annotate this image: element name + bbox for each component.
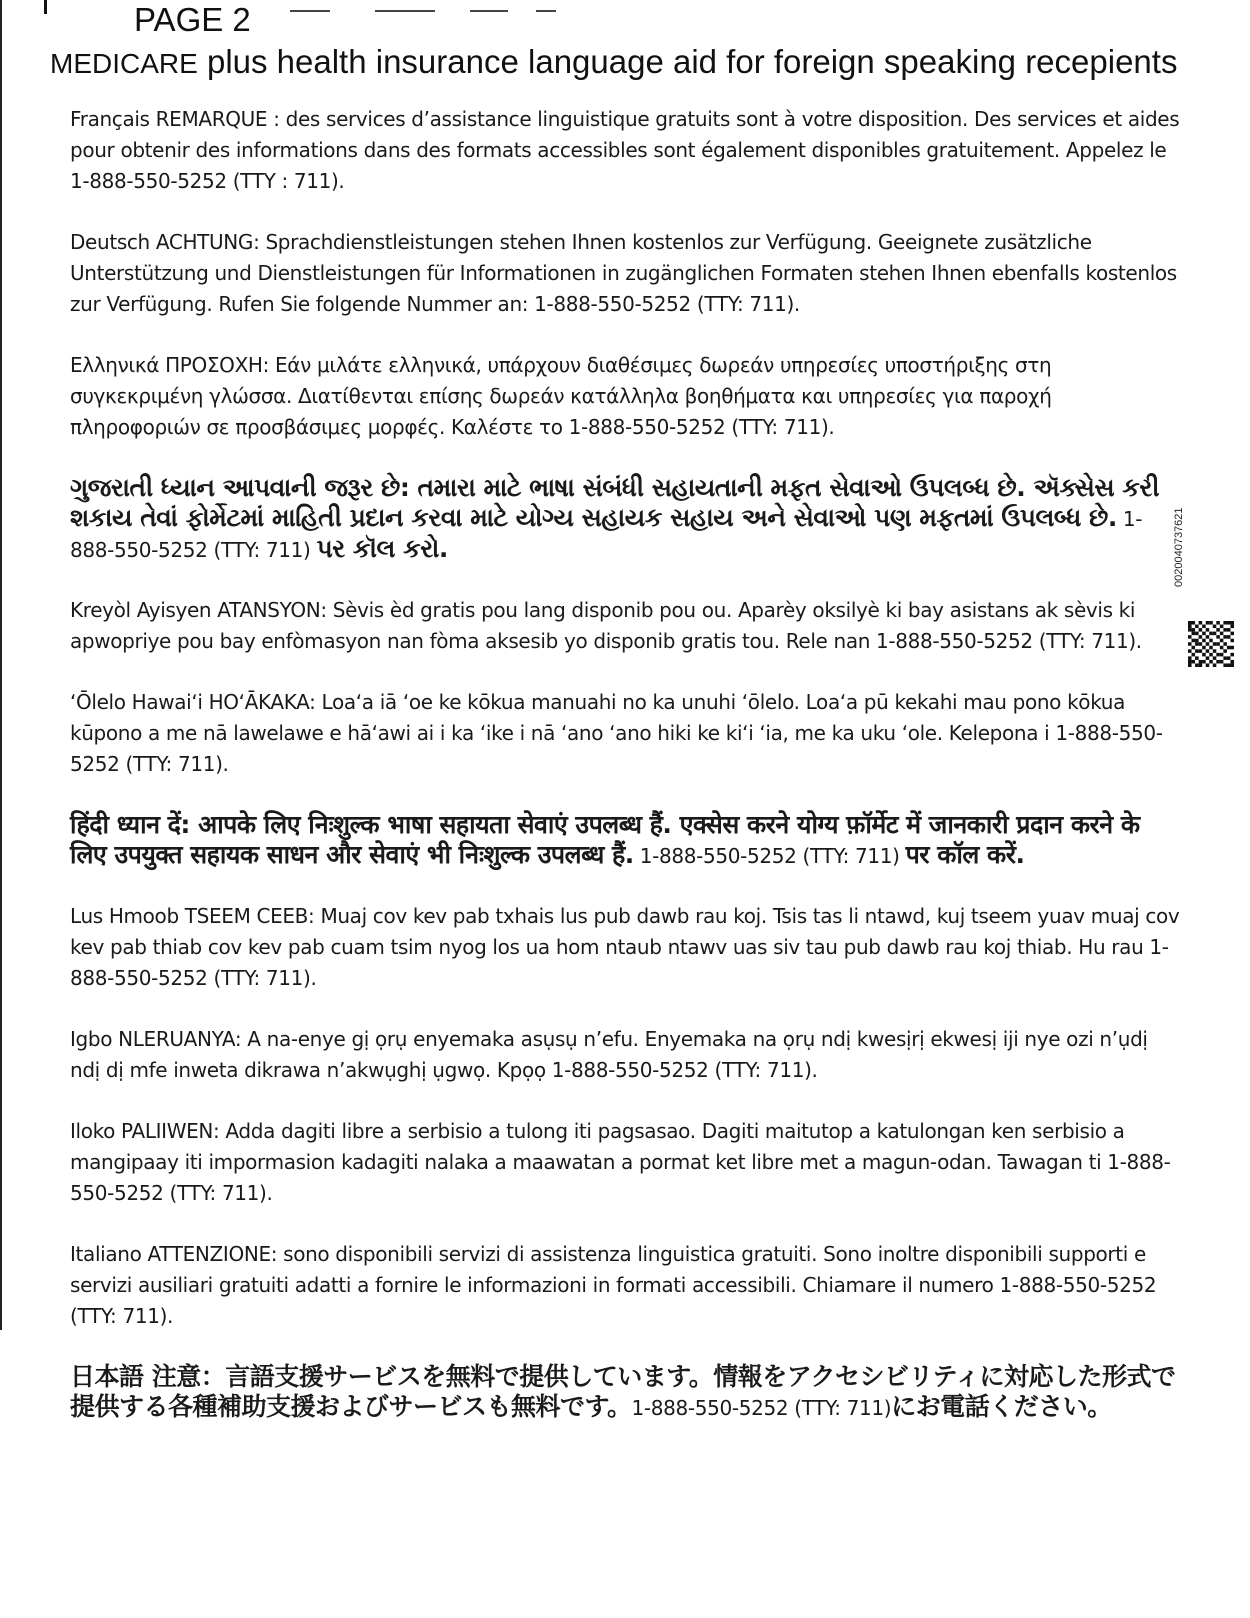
notice-hindi-main: हिंदी ध्यान दें: आपके लिए निःशुल्क भाषा सहायता सेवाएं उपलब्ध हैं. एक्सेस करने योग्य फ़ॉर्मेट में जानकारी प्रदान करने के लिए उपयुक्त सहायक साधन और सेवाएं भी निःशुल्क उपलब्ध हैं. xyxy=(70,810,1140,869)
scan-dash xyxy=(375,10,435,12)
notice-haitian: Kreyòl Ayisyen ATANSYON: Sèvis èd gratis pou lang disponib pou ou. Aparèy oksilyè ki bay asistans ak sèvis ki apwopriye pou bay enfòmasyon nan fòma aksesib yo disponib gratis tou. Rele nan 1-888-550-5252 (TTY: 711). xyxy=(70,598,1142,653)
page-title xyxy=(50,42,1250,84)
title-text: plus health insurance language aid for foreign speaking recepients xyxy=(197,43,1178,80)
notice-japanese-main: 日本語 注意：言語支援サービスを無料で提供しています。情報をアクセシビリティに対応した形式で提供する各種補助支援およびサービスも無料です。 xyxy=(70,1362,1176,1421)
notice-hawaiian: ʻŌlelo Hawaiʻi HOʻĀKAKA: Loaʻa iā ʻoe ke kōkua manuahi no ka unuhi ʻōlelo. Loaʻa pū kekahi mau pono kōkua kūpono a me nā lawelawe e hāʻawi ai i ka ʻike i nā ʻano ʻano hiki ke kiʻi ʻia, me ka uku ʻole. Kelepona i 1-888-550-5252 (TTY: 711). xyxy=(70,690,1163,776)
title-brand: MEDICARE xyxy=(50,48,198,79)
scan-tick-mark xyxy=(44,0,47,14)
notice-hindi xyxy=(70,810,1180,871)
notice-gujarati xyxy=(70,473,1180,565)
qr-code-icon xyxy=(1188,621,1234,667)
language-notices xyxy=(70,104,1180,1453)
notice-hindi-end: पर कॉल करें. xyxy=(905,840,1025,869)
notice-japanese-phone: 1-888-550-5252 (TTY: 711) xyxy=(631,1396,892,1420)
notice-hmong: Lus Hmoob TSEEM CEEB: Muaj cov kev pab txhais lus pub dawb rau koj. Tsis tas li ntawd, kuj tseem yuav muaj cov kev pab thiab cov kev pab cuam tsim nyog los ua hom ntaub ntawv uas siv tau pub dawb rau koj thiab. Hu rau 1-888-550-5252 (TTY: 711). xyxy=(70,904,1180,990)
notice-greek: Ελληνικά ΠΡΟΣΟΧΗ: Εάν μιλάτε ελληνικά, υπάρχουν διαθέσιμες δωρεάν υπηρεσίες υποστήριξης στη συγκεκριμένη γλώσσα. Διατίθενται επίσης δωρεάν κατάλληλα βοηθήματα και υπηρεσίες για παροχή πληροφοριών σε προσβάσιμες μορφές. Καλέστε το 1-888-550-5252 (TTY: 711). xyxy=(70,353,1052,439)
scan-dash xyxy=(536,10,556,12)
notice-japanese xyxy=(70,1362,1180,1423)
notice-gujarati-main: ગુજરાતી ધ્યાન આપવાની જરૂર છે: તમારા માટે ભાષા સંબંધી સહાયતાની મફત સેવાઓ ઉપલબ્ધ છે. ઍક્સેસ કરી શકાય તેવાં ફોર્મેટમાં માહિતી પ્રદાન કરવા માટે યોગ્ય સહાયક સહાય અને સેવાઓ પણ મફતમાં ઉપલબ્ધ છે. xyxy=(70,473,1160,532)
document-id-code: 0020040737621 xyxy=(1173,507,1185,587)
notice-french: Français REMARQUE : des services d’assistance linguistique gratuits sont à votre disposition. Des services et aides pour obtenir des informations dans des formats accessibles sont également disponibles gratuitement. Appelez le 1-888-550-5252 (TTY : 711). xyxy=(70,107,1180,193)
notice-hindi-phone: 1-888-550-5252 (TTY: 711) xyxy=(633,844,906,868)
notice-german: Deutsch ACHTUNG: Sprachdienstleistungen stehen Ihnen kostenlos zur Verfügung. Geeignete zusätzliche Unterstützung und Dienstleistungen für Informationen in zugänglichen Formaten stehen Ihnen ebenfalls kostenlos zur Verfügung. Rufen Sie folgende Nummer an: 1-888-550-5252 (TTY: 711). xyxy=(70,230,1177,316)
scan-dash xyxy=(470,10,508,12)
notice-gujarati-end: પર કૉલ કરો. xyxy=(316,534,448,563)
notice-japanese-end: にお電話ください。 xyxy=(891,1392,1112,1421)
scan-dash xyxy=(290,10,330,12)
notice-igbo: Igbo NLERUANYA: A na-enye gị ọrụ enyemaka asụsụ n’efu. Enyemaka na ọrụ ndị kwesịrị ekwesị iji nye ozi n’ụdị ndị dị mfe inweta dikrawa n’akwụghị ụgwọ. Kpọọ 1-888-550-5252 (TTY: 711). xyxy=(70,1027,1148,1082)
notice-gujarati-phone: 1-888-550-5252 (TTY: 711) xyxy=(70,507,1143,562)
notice-ilocano: Iloko PALIIWEN: Adda dagiti libre a serbisio a tulong iti pagsasao. Dagiti maitutop a katulongan ken serbisio a mangipaay iti impormasion kadagiti nalaka a maawatan a pormat ket libre met a magun-odan. Tawagan ti 1-888-550-5252 (TTY: 711). xyxy=(70,1119,1171,1205)
page-number: PAGE 2 xyxy=(134,1,251,38)
scan-edge-line xyxy=(0,0,2,1330)
notice-italian: Italiano ATTENZIONE: sono disponibili servizi di assistenza linguistica gratuiti. Sono inoltre disponibili supporti e servizi ausiliari gratuiti adatti a fornire le informazioni in formati accessibili. Chiamare il numero 1-888-550-5252 (TTY: 711). xyxy=(70,1242,1157,1328)
